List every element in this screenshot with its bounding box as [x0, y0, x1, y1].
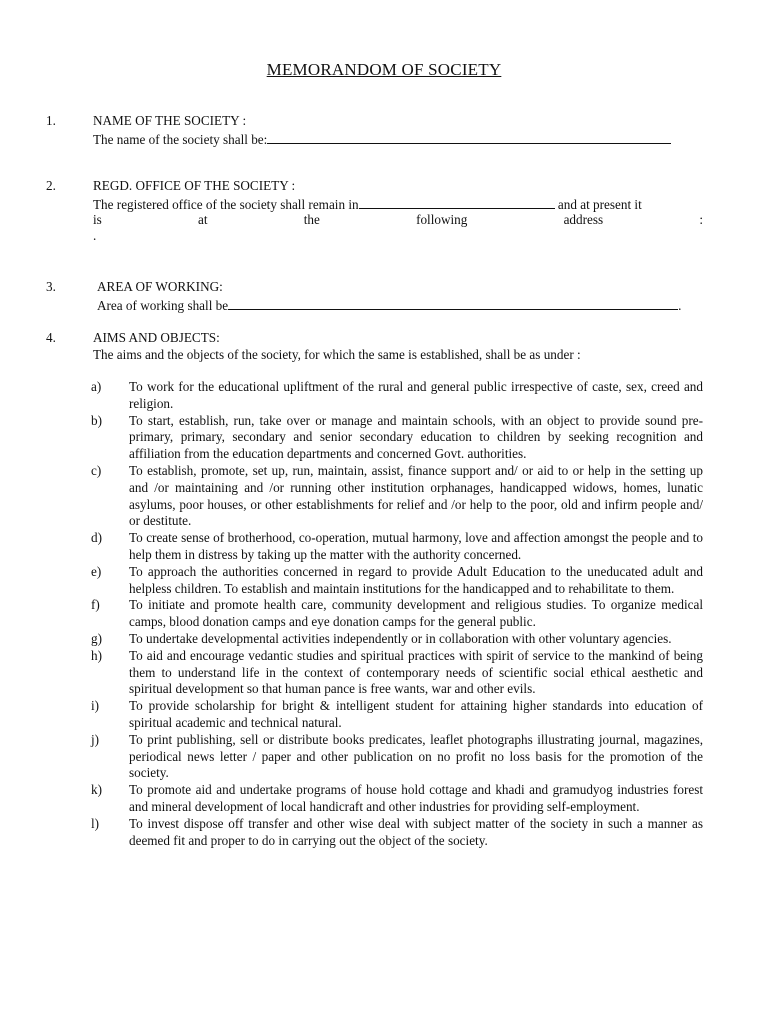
- item-text: To start, establish, run, take over or manage and maintain schools, with an object to provide sound pre-primary, primary, secondary and senior secondary education to children by seeking recognition and affiliation from the education departments and concerned Govt. authorities.: [129, 412, 703, 462]
- trailing-mark: .: [678, 298, 682, 313]
- word: is: [93, 212, 102, 227]
- item-label: l): [91, 815, 100, 831]
- list-item: [0, 597, 768, 631]
- item-text: To aid and encourage vedantic studies and spiritual practices with spirit of service to the mankind of being them to understand life in the context of contemporary needs of scientific social ethical aesthetic and spiritual development so that human pance is free wants, war and other evils.: [129, 647, 703, 697]
- item-text: To establish, promote, set up, run, maintain, assist, finance support and/ or aid to or help in the setting up and /or maintaining and /or running other institution orphanages, handicapped widows, homes, lunatic asylums, poor houses, or other establishments for relief and /or help to the poor, old and infirm people and/ or destitute.: [129, 462, 703, 529]
- item-label: k): [91, 782, 102, 798]
- section-line: [93, 195, 703, 214]
- section-heading: AREA OF WORKING:: [97, 279, 223, 294]
- item-text: To print publishing, sell or distribute books predicates, leaflet photographs illustrating journal, magazines, periodical news letter / paper and other publication on no profit no loss basis for the promotion of the society.: [129, 731, 703, 781]
- word: following: [416, 212, 468, 227]
- list-item: [0, 698, 768, 732]
- section-heading: NAME OF THE SOCIETY :: [93, 113, 247, 128]
- section-number: 4.: [46, 330, 56, 345]
- list-item: [0, 530, 768, 564]
- blank-fill-line: [359, 195, 555, 209]
- item-label: g): [91, 630, 102, 646]
- item-text: To initiate and promote health care, community development and religious studies. To organize medical camps, blood donation camps and eye donation camps for the general public.: [129, 597, 703, 630]
- section-number: 1.: [46, 113, 56, 128]
- section-number: 3.: [46, 279, 56, 294]
- aims-list: [0, 379, 768, 849]
- item-text: To work for the educational upliftment of the rural and general public irrespective of caste, sex, creed and religion.: [129, 379, 703, 411]
- list-item: [0, 732, 768, 782]
- item-label: h): [91, 647, 102, 663]
- line-text: The name of the society shall be:: [93, 132, 268, 147]
- item-text: To approach the authorities concerned in regard to provide Adult Education to the uneducated adult and helpless children. To establish and maintain institutions for the handicapped and to rehabilitate to them.: [129, 563, 703, 596]
- list-item: [0, 648, 768, 698]
- item-label: a): [91, 379, 102, 394]
- section-number: 2.: [46, 178, 56, 193]
- word: :: [699, 212, 703, 227]
- word: at: [198, 212, 208, 227]
- line-text-end: and at present it: [557, 197, 642, 212]
- item-text: To promote aid and undertake programs of house hold cottage and khadi and gramudyog industries forest and mineral development of local handicraft and other industries for providing self-employment.: [129, 782, 703, 814]
- section-heading: AIMS AND OBJECTS:: [93, 330, 220, 345]
- section-intro: The aims and the objects of the society, for which the same is established, shall be as under :: [93, 347, 581, 362]
- list-item: [0, 816, 768, 850]
- list-item: [0, 564, 768, 598]
- section-line: [97, 296, 707, 315]
- item-label: e): [91, 563, 102, 579]
- trailing-mark: .: [93, 228, 97, 243]
- item-text: To invest dispose off transfer and other wise deal with subject matter of the society in such a manner as deemed fit and proper to do in carrying out the object of the society.: [129, 815, 703, 848]
- list-item: [0, 379, 768, 413]
- address-blank: [93, 228, 703, 245]
- section-line: [93, 130, 703, 149]
- blank-fill-line: [228, 296, 678, 310]
- document-title: MEMORANDOM OF SOCIETY: [266, 60, 502, 79]
- word: the: [303, 212, 320, 227]
- list-item: [0, 631, 768, 648]
- item-text: To provide scholarship for bright & intelligent student for attaining higher standards into education of spiritual academic and technical natural.: [129, 698, 703, 730]
- list-item: [0, 463, 768, 530]
- item-label: b): [91, 412, 102, 428]
- item-label: j): [91, 731, 100, 747]
- line-text: The registered office of the society shall remain in: [93, 197, 359, 212]
- item-text: To undertake developmental activities independently or in collaboration with other voluntary agencies.: [129, 630, 672, 646]
- item-label: d): [91, 530, 102, 546]
- line-text: Area of working shall be: [97, 298, 229, 313]
- item-label: c): [91, 462, 102, 478]
- address-line: [93, 212, 703, 229]
- item-label: i): [91, 698, 100, 714]
- list-item: [0, 782, 768, 816]
- section-heading: REGD. OFFICE OF THE SOCIETY :: [93, 178, 296, 193]
- list-item: [0, 413, 768, 463]
- word: address: [563, 212, 604, 227]
- blank-fill-line: [267, 130, 671, 144]
- item-label: f): [91, 597, 100, 613]
- item-text: To create sense of brotherhood, co-operation, mutual harmony, love and affection amongst the people and to help them in distress by taking up the matter with the authority concerned.: [129, 530, 703, 562]
